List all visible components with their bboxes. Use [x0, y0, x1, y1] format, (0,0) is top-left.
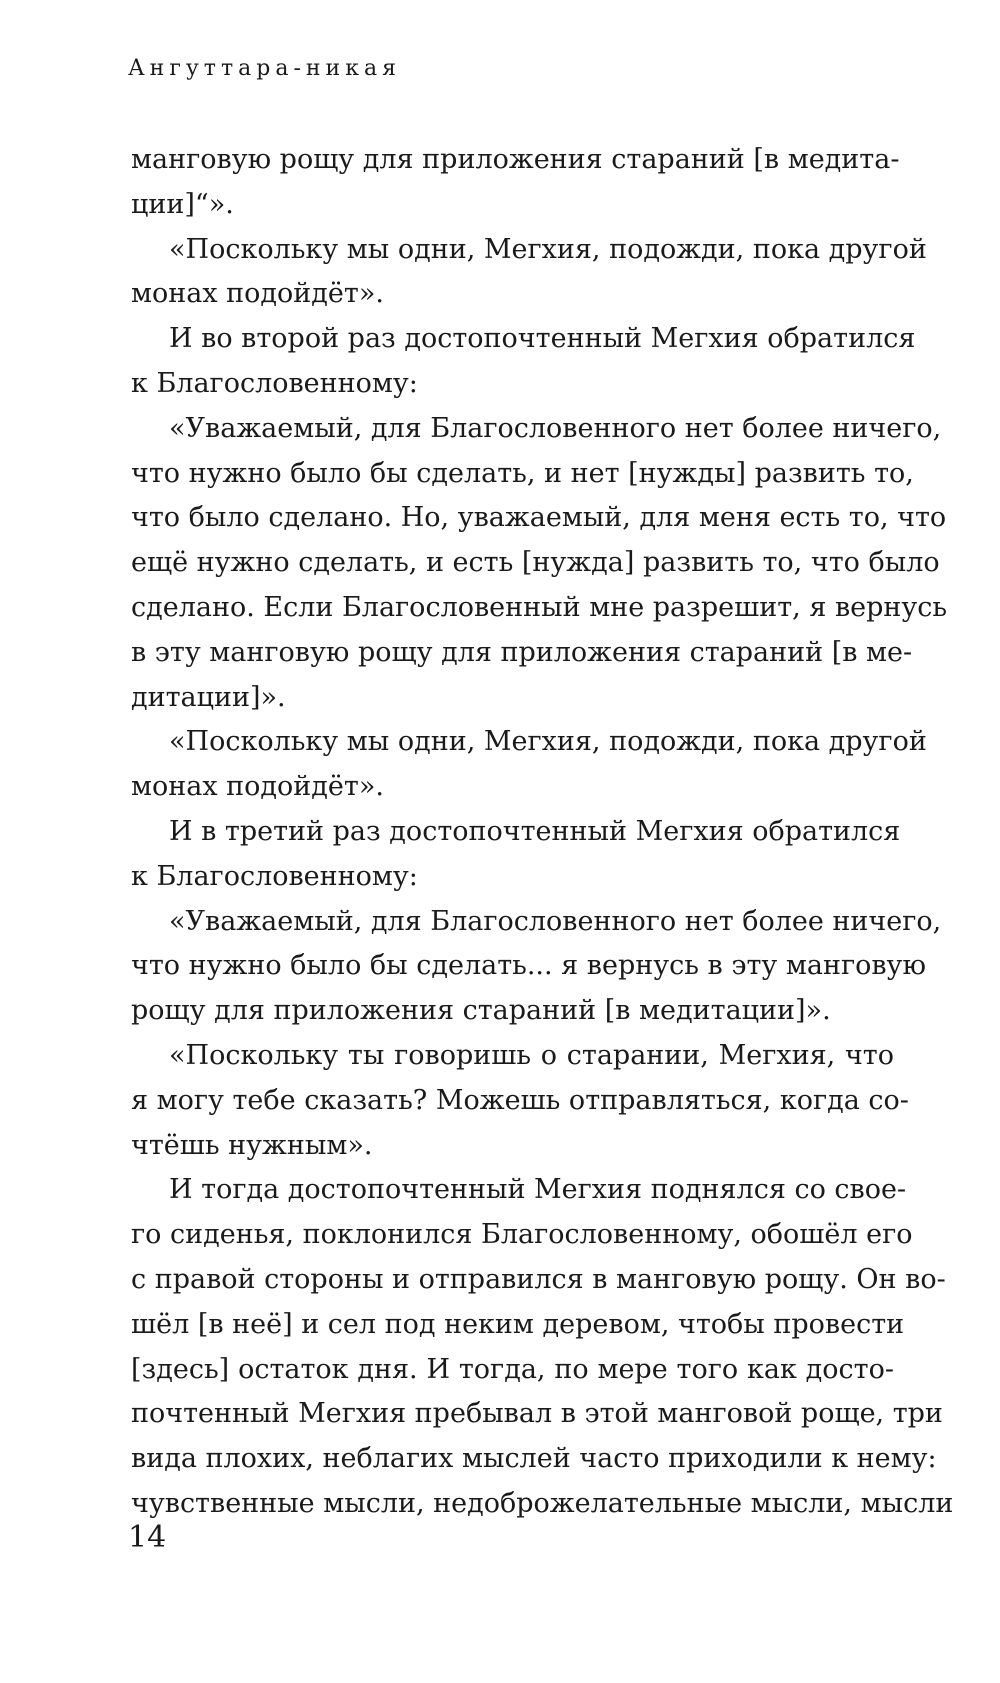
text-line: монах подойдёт».: [131, 771, 384, 803]
text-line: с правой стороны и отправился в манговую рощу. Он во-: [131, 1263, 946, 1295]
text-line: ещё нужно сделать, и есть [нужда] развить то, что было: [131, 547, 940, 579]
text-line: к Благословенному:: [131, 367, 418, 399]
text-line: шёл [в неё] и сел под неким деревом, чтобы провести: [131, 1308, 905, 1340]
text-line: в эту манговую рощу для приложения стараний [в ме-: [131, 636, 913, 668]
text-line: сделано. Если Благословенный мне разрешит, я вернусь: [131, 591, 948, 623]
text-line: «Уважаемый, для Благословенного нет более ничего,: [169, 412, 942, 444]
text-line: «Поскольку мы одни, Мегхия, подожди, пока другой: [169, 726, 927, 758]
text-line: я могу тебе сказать? Можешь отправляться, когда со-: [131, 1084, 909, 1116]
text-line: что нужно было бы сделать... я вернусь в эту манговую: [131, 950, 926, 982]
body-text: [131, 138, 954, 1527]
text-line: «Поскольку ты говоришь о старании, Мегхия, что: [169, 1039, 894, 1071]
running-head: Ангуттара-никая: [128, 56, 401, 81]
text-line: [здесь] остаток дня. И тогда, по мере того как досто-: [131, 1353, 894, 1385]
text-line: манговую рощу для приложения стараний [в медита-: [131, 144, 900, 175]
text-line: чувственные мысли, недоброжелательные мысли, мысли: [131, 1487, 954, 1519]
text-line: го сиденья, поклонился Благословенному, обошёл его: [131, 1219, 913, 1251]
text-line: монах подойдёт».: [131, 278, 384, 310]
text-line: чтёшь нужным».: [131, 1129, 373, 1161]
text-line: почтенный Мегхия пребывал в этой манговой роще, три: [131, 1398, 943, 1430]
text-line: И во второй раз достопочтенный Мегхия обратился: [169, 323, 916, 355]
text-line: «Уважаемый, для Благословенного нет более ничего,: [169, 905, 942, 937]
text-line: к Благословенному:: [131, 860, 418, 892]
text-line: И в третий раз достопочтенный Мегхия обратился: [169, 815, 901, 847]
text-line: дитации]».: [131, 681, 286, 713]
text-line: что было сделано. Но, уважаемый, для меня есть то, что: [131, 502, 947, 534]
text-line: «Поскольку мы одни, Мегхия, подожди, пока другой: [169, 233, 927, 265]
text-line: что нужно было бы сделать, и нет [нужды] развить то,: [131, 457, 914, 489]
text-line: И тогда достопочтенный Мегхия поднялся со свое-: [169, 1174, 907, 1206]
text-line: рощу для приложения стараний [в медитации]».: [131, 995, 831, 1027]
text-line: вида плохих, неблагих мыслей часто приходили к нему:: [131, 1443, 937, 1475]
page-number: 14: [128, 1520, 167, 1555]
text-line: ции]“».: [131, 188, 234, 220]
